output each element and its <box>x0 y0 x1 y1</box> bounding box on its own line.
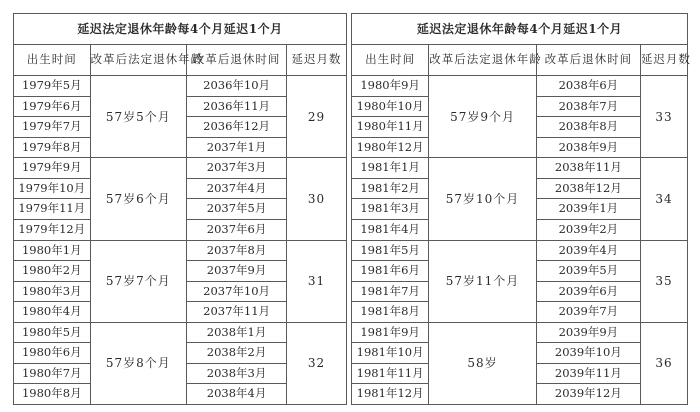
delay-months-cell: 31 <box>287 240 347 322</box>
retirement-time-cell: 2037年8月 <box>187 240 287 261</box>
birth-cell: 1979年12月 <box>14 219 91 240</box>
header-retirement-age: 改革后法定退休年龄 <box>429 45 537 76</box>
retirement-time-cell: 2039年10月 <box>536 343 640 364</box>
birth-cell: 1980年4月 <box>14 302 91 323</box>
birth-cell: 1980年1月 <box>14 240 91 261</box>
birth-cell: 1981年9月 <box>352 322 429 343</box>
retirement-time-cell: 2037年9月 <box>187 261 287 282</box>
retirement-time-cell: 2038年8月 <box>536 117 640 138</box>
delay-months-cell: 30 <box>287 158 347 240</box>
retirement-age-cell: 57岁9个月 <box>429 76 537 158</box>
retirement-time-cell: 2036年11月 <box>187 96 287 117</box>
birth-cell: 1981年7月 <box>352 281 429 302</box>
delay-months-cell: 34 <box>640 158 687 240</box>
retirement-time-cell: 2037年5月 <box>187 199 287 220</box>
header-birth-time: 出生时间 <box>14 45 91 76</box>
retirement-age-cell: 57岁10个月 <box>429 158 537 240</box>
retirement-time-cell: 2038年1月 <box>187 322 287 343</box>
birth-cell: 1981年5月 <box>352 240 429 261</box>
header-delay-months: 延迟月数 <box>640 45 687 76</box>
table-title: 延迟法定退休年龄每4个月延迟1个月 <box>14 14 347 45</box>
birth-cell: 1981年1月 <box>352 158 429 179</box>
retirement-age-cell: 57岁11个月 <box>429 240 537 322</box>
birth-cell: 1981年12月 <box>352 384 429 405</box>
birth-cell: 1980年8月 <box>14 384 91 405</box>
retirement-time-cell: 2039年5月 <box>536 261 640 282</box>
birth-cell: 1980年6月 <box>14 343 91 364</box>
birth-cell: 1980年2月 <box>14 261 91 282</box>
retirement-time-cell: 2038年11月 <box>536 158 640 179</box>
delay-months-cell: 32 <box>287 322 347 404</box>
retirement-time-cell: 2039年11月 <box>536 363 640 384</box>
birth-cell: 1981年8月 <box>352 302 429 323</box>
table-title: 延迟法定退休年龄每4个月延迟1个月 <box>352 14 688 45</box>
table-panel-right <box>351 13 691 405</box>
table-row <box>14 322 347 343</box>
birth-cell: 1981年3月 <box>352 199 429 220</box>
retirement-age-cell: 57岁5个月 <box>90 76 187 158</box>
retirement-time-cell: 2038年12月 <box>536 178 640 199</box>
retirement-time-cell: 2039年1月 <box>536 199 640 220</box>
birth-cell: 1980年5月 <box>14 322 91 343</box>
birth-cell: 1980年3月 <box>14 281 91 302</box>
retirement-age-cell: 57岁7个月 <box>90 240 187 322</box>
birth-cell: 1981年11月 <box>352 363 429 384</box>
retirement-time-cell: 2038年9月 <box>536 137 640 158</box>
table-row <box>14 76 347 97</box>
retirement-time-cell: 2038年6月 <box>536 76 640 97</box>
retirement-time-cell: 2039年4月 <box>536 240 640 261</box>
header-delay-months: 延迟月数 <box>287 45 347 76</box>
delay-months-cell: 33 <box>640 76 687 158</box>
table-row <box>14 158 347 179</box>
retirement-time-cell: 2037年10月 <box>187 281 287 302</box>
birth-cell: 1980年11月 <box>352 117 429 138</box>
birth-cell: 1979年9月 <box>14 158 91 179</box>
birth-cell: 1981年4月 <box>352 219 429 240</box>
retirement-table-left <box>13 13 347 405</box>
retirement-tables <box>13 13 691 405</box>
birth-cell: 1981年10月 <box>352 343 429 364</box>
delay-months-cell: 29 <box>287 76 347 158</box>
birth-cell: 1980年7月 <box>14 363 91 384</box>
retirement-time-cell: 2039年9月 <box>536 322 640 343</box>
birth-cell: 1980年9月 <box>352 76 429 97</box>
header-retirement-age: 改革后法定退休年龄 <box>90 45 187 76</box>
delay-months-cell: 35 <box>640 240 687 322</box>
retirement-time-cell: 2038年2月 <box>187 343 287 364</box>
table-row <box>14 240 347 261</box>
retirement-time-cell: 2036年12月 <box>187 117 287 138</box>
birth-cell: 1979年7月 <box>14 117 91 138</box>
table-row <box>352 76 688 97</box>
birth-cell: 1979年11月 <box>14 199 91 220</box>
retirement-table-right <box>351 13 691 405</box>
retirement-time-cell: 2037年4月 <box>187 178 287 199</box>
retirement-time-cell: 2039年6月 <box>536 281 640 302</box>
birth-cell: 1979年5月 <box>14 76 91 97</box>
birth-cell: 1980年12月 <box>352 137 429 158</box>
retirement-time-cell: 2038年4月 <box>187 384 287 405</box>
retirement-time-cell: 2037年11月 <box>187 302 287 323</box>
birth-cell: 1980年10月 <box>352 96 429 117</box>
table-row <box>352 322 688 343</box>
table-panel-left <box>13 13 347 405</box>
retirement-time-cell: 2037年6月 <box>187 219 287 240</box>
birth-cell: 1979年8月 <box>14 137 91 158</box>
retirement-time-cell: 2039年2月 <box>536 219 640 240</box>
header-birth-time: 出生时间 <box>352 45 429 76</box>
header-retirement-time: 改革后退休时间 <box>187 45 287 76</box>
header-retirement-time: 改革后退休时间 <box>536 45 640 76</box>
delay-months-cell: 36 <box>640 322 687 404</box>
birth-cell: 1981年2月 <box>352 178 429 199</box>
retirement-age-cell: 58岁 <box>429 322 537 404</box>
birth-cell: 1981年6月 <box>352 261 429 282</box>
retirement-time-cell: 2037年1月 <box>187 137 287 158</box>
retirement-time-cell: 2038年7月 <box>536 96 640 117</box>
table-row <box>352 240 688 261</box>
retirement-time-cell: 2039年12月 <box>536 384 640 405</box>
birth-cell: 1979年10月 <box>14 178 91 199</box>
retirement-time-cell: 2039年7月 <box>536 302 640 323</box>
retirement-age-cell: 57岁6个月 <box>90 158 187 240</box>
retirement-time-cell: 2036年10月 <box>187 76 287 97</box>
retirement-age-cell: 57岁8个月 <box>90 322 187 404</box>
retirement-time-cell: 2037年3月 <box>187 158 287 179</box>
retirement-time-cell: 2038年3月 <box>187 363 287 384</box>
table-row <box>352 158 688 179</box>
birth-cell: 1979年6月 <box>14 96 91 117</box>
